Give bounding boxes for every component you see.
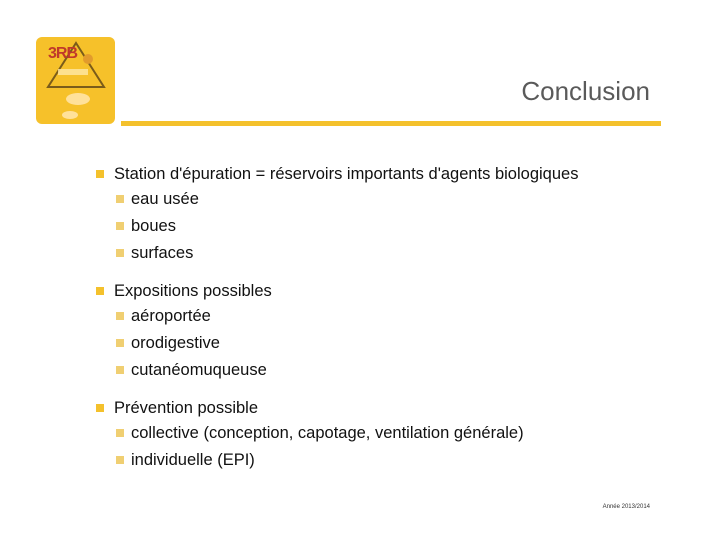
sub-bullet-item	[116, 357, 696, 384]
square-bullet-icon	[96, 404, 104, 412]
sub-bullet-text: surfaces	[131, 244, 194, 262]
bullet-text: Station d'épuration = réservoirs importants d'agents biologiques	[114, 165, 579, 183]
square-bullet-icon	[116, 366, 124, 374]
square-bullet-icon	[116, 456, 124, 464]
sub-bullet-item	[116, 420, 696, 447]
sub-bullet-item	[116, 186, 696, 213]
sub-bullet-item	[116, 240, 696, 267]
sub-bullet-text: boues	[131, 217, 176, 235]
square-bullet-icon	[116, 249, 124, 257]
square-bullet-icon	[96, 287, 104, 295]
square-bullet-icon	[116, 429, 124, 437]
sub-bullet-text: cutanéomuqueuse	[131, 361, 267, 379]
bullet-content	[96, 162, 696, 486]
sub-bullet-item	[116, 330, 696, 357]
bullet-item	[96, 396, 696, 420]
bullet-item	[96, 279, 696, 303]
sub-bullet-text: collective (conception, capotage, ventilation générale)	[131, 424, 524, 442]
square-bullet-icon	[116, 222, 124, 230]
slide-footer: Année 2013/2014	[602, 504, 650, 510]
section-station	[96, 162, 696, 267]
section-prevention	[96, 396, 696, 474]
section-expositions	[96, 279, 696, 384]
sub-bullet-text: eau usée	[131, 190, 199, 208]
square-bullet-icon	[96, 170, 104, 178]
sub-bullet-text: aéroportée	[131, 307, 211, 325]
bullet-text: Prévention possible	[114, 399, 259, 417]
sub-bullet-item	[116, 447, 696, 474]
title-underline	[121, 121, 661, 126]
logo	[36, 37, 115, 124]
square-bullet-icon	[116, 339, 124, 347]
sub-bullet-item	[116, 303, 696, 330]
slide-title: Conclusion	[521, 76, 650, 106]
sub-bullet-text: orodigestive	[131, 334, 220, 352]
bullet-item	[96, 162, 696, 186]
sub-bullet-text: individuelle (EPI)	[131, 451, 255, 469]
square-bullet-icon	[116, 312, 124, 320]
logo-text: 3RB	[48, 45, 78, 62]
bullet-text: Expositions possibles	[114, 282, 272, 300]
square-bullet-icon	[116, 195, 124, 203]
sub-bullet-item	[116, 213, 696, 240]
